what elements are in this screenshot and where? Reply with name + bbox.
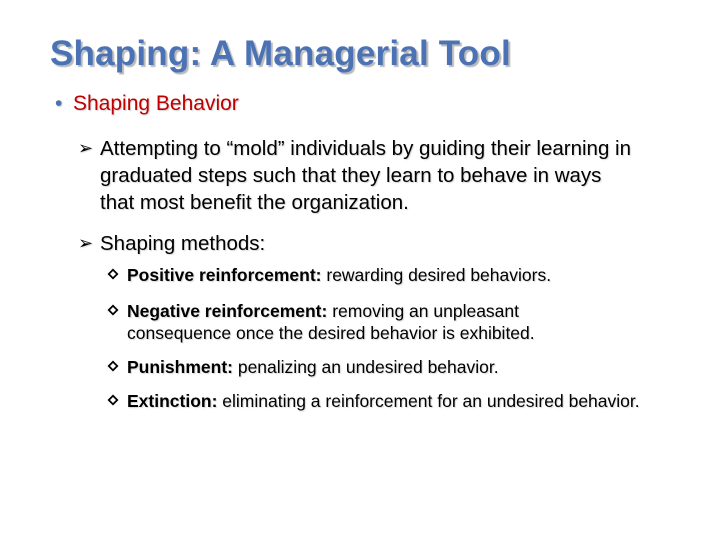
point-item [78,230,638,257]
heading-text: Shaping Behavior [73,92,239,115]
method-term: Punishment: [127,357,233,377]
point-text: Attempting to “mold” individuals by guiding their learning in graduated steps such that they learn to behave in ways that most benefit the organization. [100,137,632,214]
method-term: Negative reinforcement: [127,301,328,321]
method-description: penalizing an undesired behavior. [232,357,499,377]
slide-title: Shaping: A Managerial Tool [50,34,511,73]
method-item [107,356,637,378]
method-item [107,264,637,286]
point-text: Shaping methods: [100,232,266,255]
method-item [107,300,607,344]
method-description: removing an unpleasant consequence once the desired behavior is exhibited. [127,301,535,343]
diamond-bullet-icon [107,360,119,372]
diamond-bullet-icon [107,268,119,280]
bullet-dot-icon: • [55,92,63,115]
method-description: eliminating a reinforcement for an undesired behavior. [217,391,640,411]
heading-bullet [55,92,239,116]
point-item [78,135,638,216]
method-term: Extinction: [127,391,218,411]
method-term: Positive reinforcement: [127,265,322,285]
diamond-bullet-icon [107,304,119,316]
arrow-bullet-icon: ➢ [78,138,94,158]
diamond-bullet-icon [107,394,119,406]
arrow-bullet-icon: ➢ [78,233,94,253]
method-item [107,390,647,412]
method-description: rewarding desired behaviors. [321,265,552,285]
